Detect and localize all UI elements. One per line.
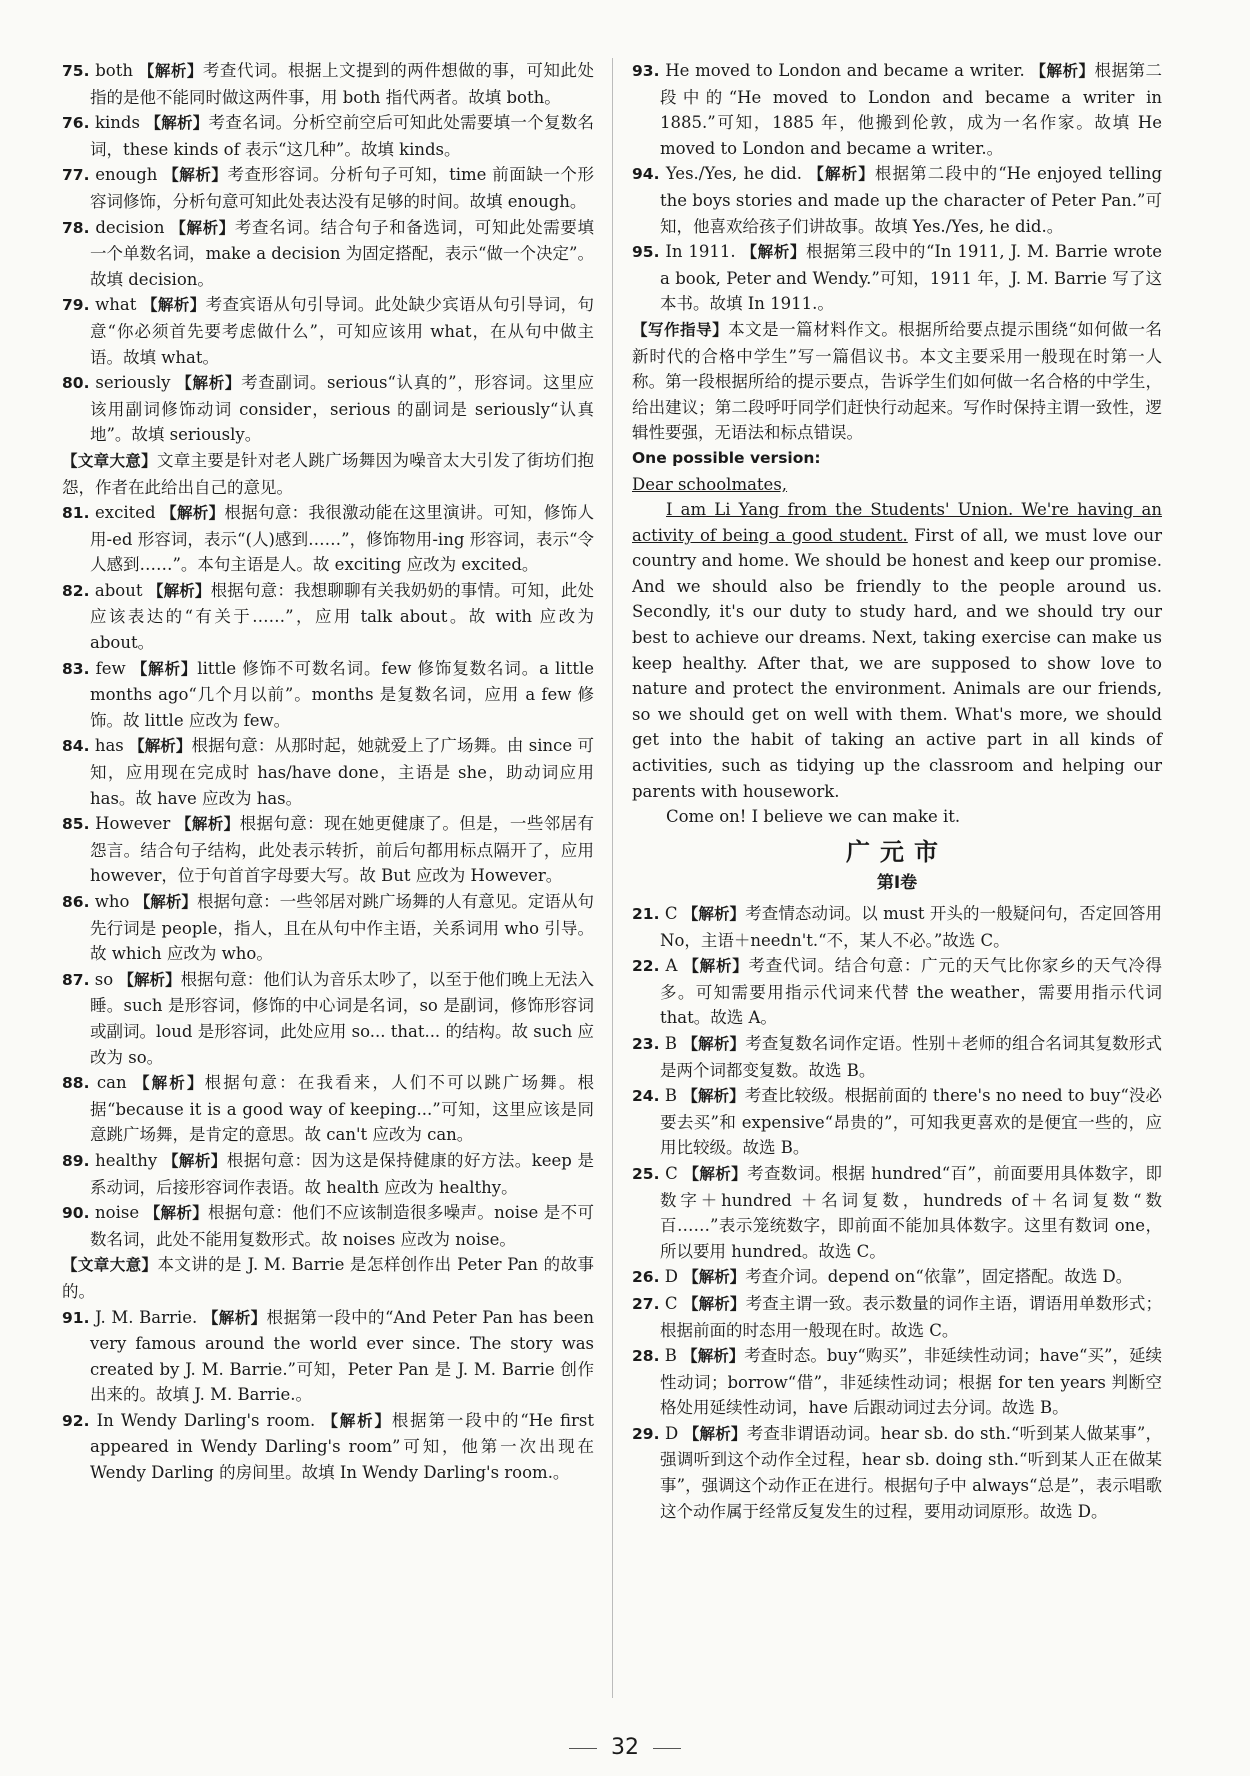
analysis-text: 根据句意：一些邻居对跳广场舞的人有意见。定语从句先行词是 people，指人，且在从句中作主语，关系词用 who 引导。故 which 应改为 who。: [90, 892, 594, 964]
analysis-text: 根据句意：他们认为音乐太吵了，以至于他们晚上无法入睡。such 是形容词，修饰的中心词是名词，so 是副词，修饰形容词或副词。loud 是形容词，此处应用 so... that... 的结构。故 such 应改为 so。: [90, 969, 595, 1067]
answer-entry: [632, 58, 1162, 161]
answer-entry: [62, 215, 594, 293]
answer-text: In 1911.: [665, 242, 736, 262]
analysis-text: 根据第一段中的“He first appeared in Wendy Darling's room”可知，他第一次出现在 Wendy Darling 的房间里。故填 In Wendy Darling's room.。: [90, 1410, 594, 1483]
analysis-tag: 【解析】: [202, 1308, 267, 1327]
right-column: [632, 58, 1162, 1524]
answer-entry: [632, 1264, 1162, 1291]
analysis-text: 根据第三段中的“In 1911, J. M. Barrie wrote a book, Peter and Wendy.”可知，1911 年，J. M. Barrie 写了这本书。故填 In 1911.。: [660, 242, 1162, 314]
analysis-text: 根据第一段中的“And Peter Pan has been very famous around the world ever since. The story was created by J. M. Barrie.”可知，Peter Pan 是 J. M. Barrie 创作出来的。故填 J. M. Barrie.。: [90, 1307, 595, 1405]
answer-text: noise: [95, 1203, 140, 1223]
analysis-tag: 【解析】: [322, 1411, 392, 1430]
analysis-text: 根据句意：因为这是保持健康的好方法。keep 是系动词，后接形容词作表语。故 health 应改为 healthy。: [90, 1150, 595, 1197]
question-number: 95.: [632, 243, 660, 262]
analysis-tag: 【解析】: [138, 62, 203, 80]
analysis-tag: 【解析】: [162, 1151, 227, 1170]
analysis-tag: 【解析】: [142, 296, 206, 315]
essay-label: One possible version:: [632, 448, 821, 467]
answer-text: enough: [95, 165, 158, 185]
question-number: 29.: [632, 1424, 660, 1443]
answer-entry: [62, 162, 594, 214]
question-number: 94.: [632, 165, 660, 184]
analysis-text: 考查宾语从句引导词。此处缺少宾语从句引导词，句意“你必须首先要考虑做什么”，可知应该用 what，在从句中做主语。故填 what。: [90, 295, 595, 367]
question-number: 28.: [632, 1347, 660, 1366]
question-number: 88.: [62, 1074, 90, 1093]
answer-entry: [62, 1305, 594, 1408]
question-number: 22.: [632, 957, 660, 976]
analysis-tag: 【解析】: [741, 243, 807, 262]
question-number: 75.: [62, 62, 90, 80]
answer-entry: [632, 1343, 1162, 1421]
answer-text: D: [664, 1423, 679, 1443]
analysis-tag: 【解析】: [1030, 62, 1095, 80]
analysis-text: little 修饰不可数名词。few 修饰复数名词。a little months ago“几个月以前”。months 是复数名词，应用 a few 修饰。故 little 应改为 few。: [90, 658, 595, 730]
answer-text: Yes./Yes, he did.: [665, 164, 803, 184]
answer-entry: [62, 370, 594, 448]
analysis-text: 考查非谓语动词。hear sb. do sth.“听到某人做某事”，强调听到这个动作全过程，hear sb. doing sth.“听到某人正在做某事”，强调这个动作正在进行。根据句子中 always“总是”，表示唱歌这个动作属于经常反复发生的过程，要用动词原形。故选 D。: [660, 1423, 1163, 1521]
answer-entry: [62, 811, 594, 889]
answer-text: kinds: [94, 113, 140, 133]
analysis-tag: 【解析】: [176, 374, 242, 393]
column-divider: [612, 58, 613, 1698]
question-number: 83.: [62, 659, 90, 678]
analysis-text: 考查名词。分析空前空后可知此处需要填一个复数名词，these kinds of 表示“这几种”。故填 kinds。: [90, 113, 594, 159]
answer-entry: [632, 953, 1162, 1031]
analysis-tag: 【解析】: [175, 815, 240, 834]
page-number: 32: [0, 1735, 1250, 1760]
analysis-tag: 【解析】: [682, 905, 746, 923]
answer-text: healthy: [95, 1150, 158, 1170]
question-number: 92.: [62, 1411, 90, 1430]
question-number: 80.: [62, 374, 90, 393]
question-number: 27.: [632, 1294, 660, 1313]
essay-greeting: Dear schoolmates,: [632, 474, 788, 494]
answer-text: B: [664, 1086, 677, 1106]
analysis-text: 考查代词。结合句意：广元的天气比你家乡的天气冷得多。可知需要用指示代词来代替 the weather，需要用指示代词 that。故选 A。: [660, 956, 1163, 1028]
answer-entry: [62, 1252, 594, 1304]
answer-entry: [632, 901, 1162, 953]
analysis-tag: 【解析】: [118, 970, 181, 989]
answer-text: J. M. Barrie.: [95, 1307, 198, 1327]
analysis-tag: 【解析】: [683, 1424, 747, 1443]
analysis-text: 根据句意：现在她更健康了。但是，一些邻居有怨言。结合句子结构，此处表示转折，前后句都用标点隔开了，应用 however，位于句首首字母要大写。故 But 应改为 However。: [90, 814, 595, 886]
answer-text: few: [95, 658, 126, 678]
question-number: 24.: [632, 1087, 660, 1106]
analysis-text: 考查副词。serious“认真的”，形容词。这里应该用副词修饰动词 consider，serious 的副词是 seriously“认真地”。故填 seriously。: [90, 373, 594, 445]
analysis-text: 考查形容词。分析句子可知，time 前面缺一个形容词修饰，分析句意可知此处表达没有足够的时间。故填 enough。: [90, 165, 594, 211]
analysis-tag: 【文章大意】: [62, 451, 157, 470]
answer-text: B: [664, 1033, 678, 1053]
answer-entry: [62, 1408, 594, 1486]
question-number: 84.: [62, 737, 90, 756]
analysis-tag: 【解析】: [129, 737, 192, 756]
answer-entry: [62, 500, 594, 578]
question-number: 26.: [632, 1268, 660, 1287]
section-title: 广元市: [846, 837, 948, 866]
analysis-text: 根据句意：从那时起，她就爱上了广场舞。由 since 可知，应用现在完成时 has/have done，主语是 she，助动词应用 has。故 have 应改为 has。: [90, 736, 594, 808]
answer-text: A: [665, 956, 678, 976]
answer-text: C: [665, 1163, 678, 1183]
analysis-tag: 【解析】: [163, 166, 228, 185]
question-number: 87.: [62, 970, 90, 989]
analysis-tag: 【解析】: [145, 114, 209, 133]
analysis-tag: 【解析】: [682, 1347, 745, 1366]
analysis-text: 考查情态动词。以 must 开头的一般疑问句，否定回答用 No，主语＋needn't.“不，某人不必。”故选 C。: [660, 904, 1162, 950]
answer-text: excited: [95, 503, 156, 523]
analysis-text: 根据句意：我很激动能在这里演讲。可知，修饰人用-ed 形容词，表示“(人)感到……”，修饰物用-ing 形容词，表示“令人感到……”。本句主语是人。故 exciting 应改为 excited。: [90, 503, 594, 575]
answer-text: C: [664, 904, 678, 923]
answer-text: decision: [95, 217, 165, 237]
answer-entry: [62, 656, 594, 734]
answer-entry: [632, 1421, 1162, 1524]
analysis-text: 根据第二段中的“He moved to London and became a writer in 1885.”可知，1885 年，他搬到伦敦，成为一名作家。故填 He moved to London and became a writer.。: [660, 61, 1162, 158]
question-number: 78.: [62, 218, 90, 237]
analysis-text: 文章主要是针对老人跳广场舞因为噪音太大引发了街坊们抱怨，作者在此给出自己的意见。: [62, 450, 594, 497]
analysis-tag: 【解析】: [682, 1087, 745, 1106]
analysis-tag: 【解析】: [682, 1294, 746, 1313]
analysis-text: 本文讲的是 J. M. Barrie 是怎样创作出 Peter Pan 的故事的。: [62, 1255, 594, 1301]
answer-text: He moved to London and became a writer.: [665, 61, 1025, 80]
answer-entry: [62, 58, 594, 110]
answer-entry: [62, 1200, 594, 1252]
answer-text: B: [664, 1346, 677, 1366]
analysis-tag: 【解析】: [131, 659, 198, 678]
analysis-tag: 【文章大意】: [62, 1256, 158, 1275]
answer-entry: [62, 967, 594, 1070]
analysis-text: 考查名词。结合句子和备选词，可知此处需要填一个单数名词，make a decision 为固定搭配，表示“做一个决定”。故填 decision。: [90, 217, 594, 289]
question-number: 93.: [632, 62, 660, 80]
answer-text: so: [94, 969, 114, 989]
question-number: 76.: [62, 114, 90, 133]
answer-text: has: [94, 736, 124, 756]
analysis-tag: 【解析】: [808, 165, 875, 184]
answer-entry: [62, 1070, 594, 1148]
answer-entry: [62, 733, 594, 811]
analysis-text: 考查数词。根据 hundred“百”，前面要用具体数字，即数字＋hundred ＋名词复数，hundreds of＋名词复数“数百……”表示笼统数字，即前面不能加具体数字。这里有数词 one，所以要用 hundred。故选 C。: [660, 1163, 1163, 1261]
analysis-text: 考查介词。depend on“依靠”，固定搭配。故选 D。: [745, 1267, 1133, 1287]
answer-entry: [62, 448, 594, 500]
analysis-text: 考查比较级。根据前面的 there's no need to buy“没必要去买”和 expensive“昂贵的”，可知我更喜欢的是便宜一些的，应用比较级。故选 B。: [660, 1086, 1162, 1158]
answer-text: seriously: [95, 373, 171, 393]
answer-list-top: [632, 58, 1162, 317]
analysis-tag: 【解析】: [170, 218, 235, 237]
answer-entry: [632, 1291, 1162, 1343]
question-number: 21.: [632, 905, 660, 923]
question-number: 91.: [62, 1308, 90, 1327]
question-number: 77.: [62, 166, 90, 185]
question-number: 79.: [62, 296, 90, 315]
essay-paragraph-2: Come on! I believe we can make it.: [666, 807, 961, 827]
writing-guide-tag: 【写作指导】: [632, 320, 729, 339]
analysis-text: 根据句意：我想聊聊有关我奶奶的事情。可知，此处应该表达的“有关于……”，应用 talk about。故 with 应改为 about。: [90, 580, 594, 653]
essay-body: First of all, we must love our country and home. We should be honest and keep our promise. And we should also be friendly to the people around us. Secondly, it's our duty to study hard, and we should try our best to achieve our dreams. Next, taking exercise can make us keep healthy. After that, we are supposed to show love to nature and protect the environment. Animals are our friends, so we should get on well with them. What's more, we should get into the habit of taking an active part in all kinds of activities, such as tidying up the classroom and helping our parents with housework.: [632, 525, 1162, 801]
answer-entry: [62, 110, 594, 162]
question-number: 86.: [62, 893, 90, 911]
question-number: 89.: [62, 1151, 90, 1170]
answer-list-bottom: [632, 901, 1162, 1524]
question-number: 23.: [632, 1034, 660, 1053]
analysis-tag: 【解析】: [134, 893, 197, 911]
analysis-text: 根据第二段中的“He enjoyed telling the boys stories and made up the character of Peter Pan.”可知，他喜欢给孩子们讲故事。故填 Yes./Yes, he did.。: [660, 164, 1163, 236]
question-number: 25.: [632, 1164, 660, 1183]
answer-entry: [632, 1083, 1162, 1161]
analysis-tag: 【解析】: [683, 1268, 746, 1287]
answer-text: about: [94, 580, 143, 600]
answer-text: can: [96, 1073, 127, 1093]
analysis-text: 根据句意：在我看来，人们不可以跳广场舞。根据“because it is a good way of keeping...”可知，这里应该是同意跳广场舞，是肯定的意思。故 can't 应改为 can。: [90, 1073, 595, 1145]
section-subtitle: 第Ⅰ卷: [876, 873, 918, 894]
analysis-tag: 【解析】: [144, 1204, 209, 1223]
answer-text: In Wendy Darling's room.: [96, 1410, 316, 1430]
analysis-tag: 【解析】: [682, 1034, 746, 1053]
answer-entry: [632, 1161, 1162, 1264]
answer-entry: [632, 1031, 1162, 1083]
question-number: 82.: [62, 581, 90, 600]
analysis-tag: 【解析】: [683, 1164, 748, 1183]
answer-text: both: [95, 61, 134, 80]
analysis-text: 考查代词。根据上文提到的两件想做的事，可知此处指的是他不能同时做这两件事，用 both 指代两者。故填 both。: [90, 61, 594, 107]
answer-entry: [62, 578, 594, 656]
writing-guide-text: 本文是一篇材料作文。根据所给要点提示围绕“如何做一名新时代的合格中学生”写一篇倡议书。本文主要采用一般现在时第一人称。第一段根据所给的提示要点，告诉学生们如何做一名合格的中学生，给出建议；第二段呼吁同学们赶快行动起来。写作时保持主谓一致性，逻辑性要强，无语法和标点错误。: [632, 319, 1162, 443]
answer-entry: [62, 1148, 594, 1200]
answer-text: C: [664, 1293, 678, 1313]
answer-text: what: [95, 295, 137, 315]
essay-intro-underlined: I am Li Yang from the Students' Union. We're having an activity of being a good student.: [632, 500, 1162, 545]
essay-paragraph-1: [632, 497, 1162, 804]
analysis-text: 考查复数名词作定语。性别＋老师的组合名词其复数形式是两个词都变复数。故选 B。: [660, 1033, 1163, 1080]
analysis-tag: 【解析】: [683, 957, 749, 976]
question-number: 85.: [62, 815, 90, 834]
answer-entry: [62, 292, 594, 370]
answer-text: who: [94, 892, 130, 911]
answer-entry: [62, 889, 594, 967]
question-number: 90.: [62, 1204, 90, 1223]
writing-guide: [632, 317, 1162, 446]
answer-text: D: [664, 1267, 678, 1287]
analysis-tag: 【解析】: [134, 1074, 205, 1093]
answer-entry: [632, 239, 1162, 317]
analysis-text: 根据句意：他们不应该制造很多噪声。noise 是不可数名词，此处不能用复数形式。故 noises 应改为 noise。: [90, 1203, 594, 1249]
analysis-text: 考查主谓一致。表示数量的词作主语，谓语用单数形式；根据前面的时态用一般现在时。故选 C。: [660, 1293, 1163, 1340]
left-column: [62, 58, 594, 1486]
answer-entry: [632, 161, 1162, 239]
answer-text: However: [95, 814, 171, 834]
analysis-text: 考查时态。buy“购买”，非延续性动词；have“买”，延续性动词；borrow“借”，非延续性动词；根据 for ten years 判断空格处用延续性动词，have 后跟动词过去分词。故选 B。: [660, 1346, 1163, 1418]
analysis-tag: 【解析】: [147, 581, 211, 600]
question-number: 81.: [62, 504, 90, 523]
analysis-tag: 【解析】: [161, 504, 225, 523]
